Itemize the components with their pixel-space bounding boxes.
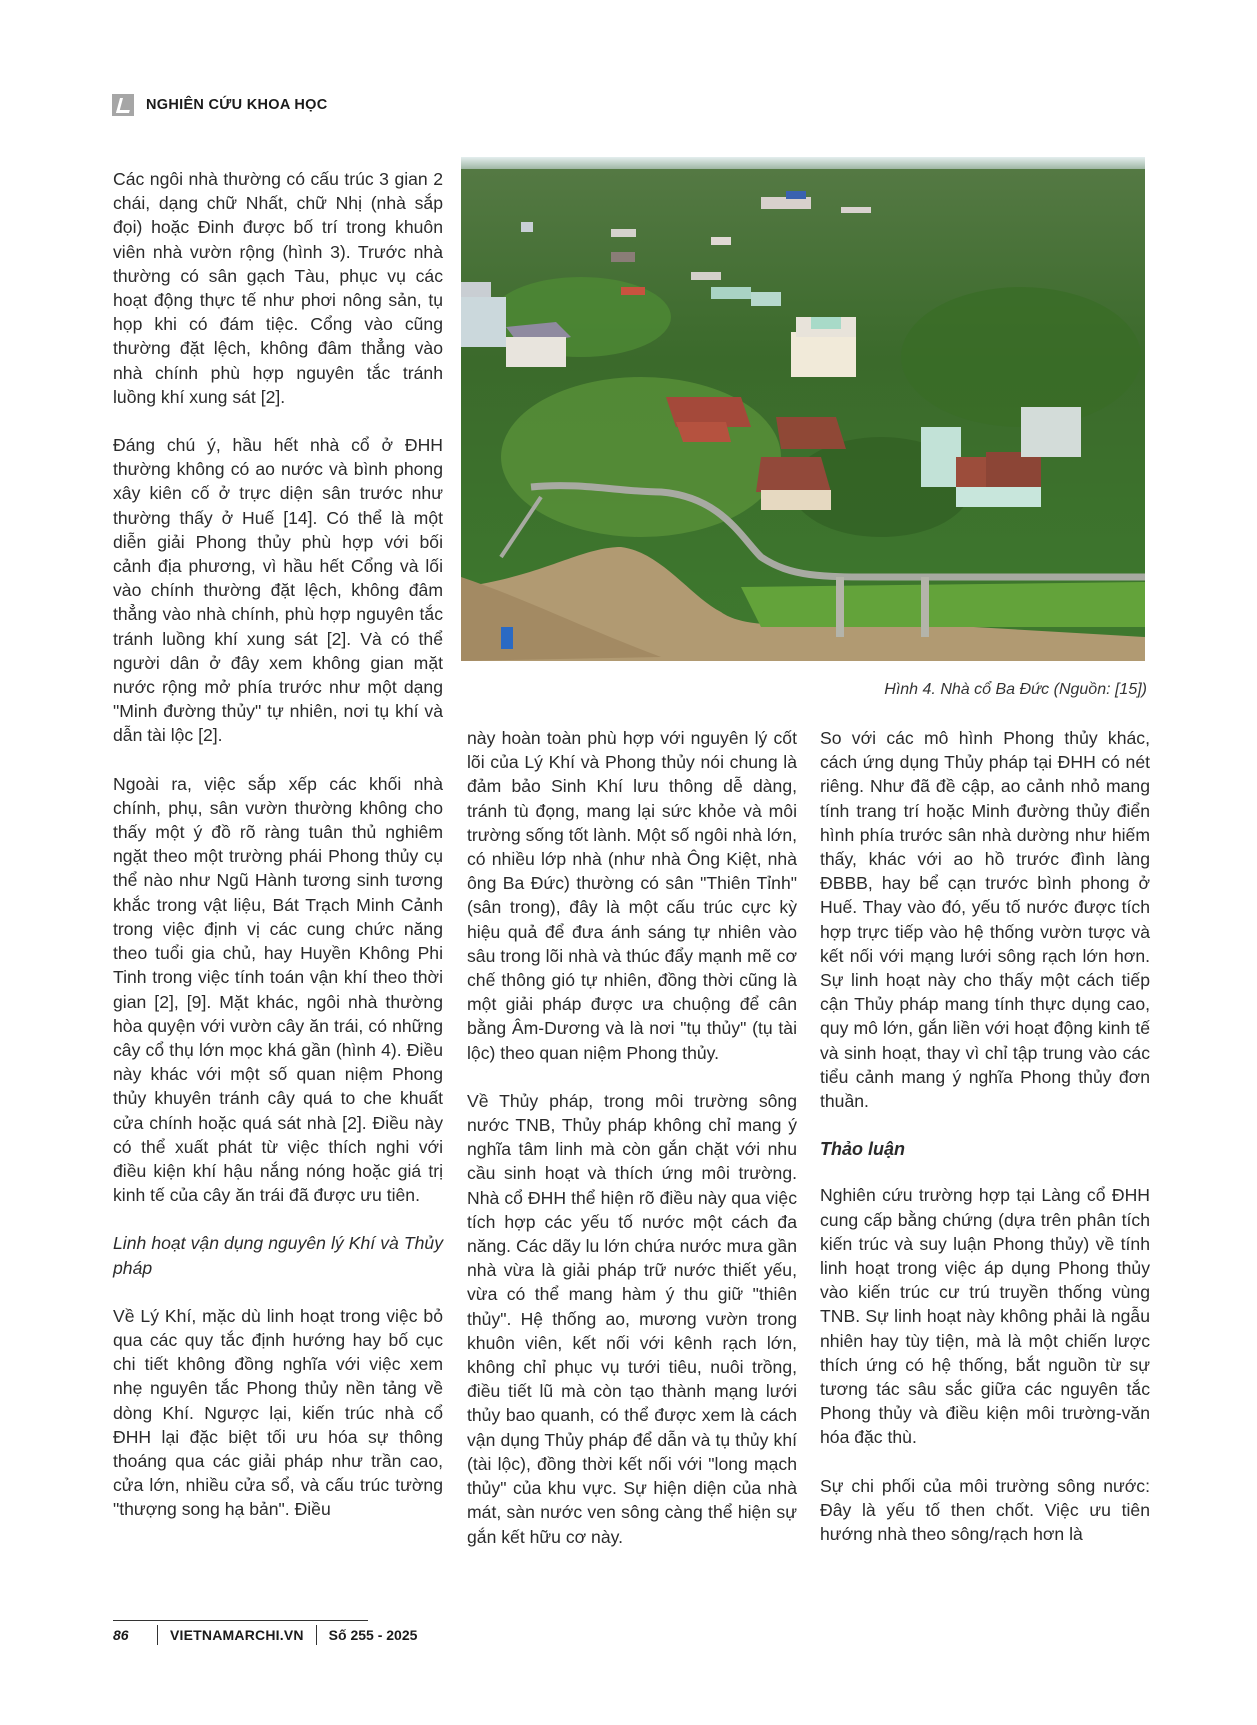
footer-divider: [157, 1625, 158, 1645]
subheading: Linh hoạt vận dụng nguyên lý Khí và Thủy pháp: [113, 1233, 443, 1278]
aerial-photo-image: [461, 157, 1145, 661]
footer-rule: [113, 1620, 368, 1621]
footer-issue: Số 255 - 2025: [328, 1627, 418, 1643]
figure-caption: Hình 4. Nhà cổ Ba Đức (Nguồn: [15]): [884, 681, 1147, 698]
paragraph: Nghiên cứu trường hợp tại Làng cổ ĐHH cung cấp bằng chứng (dựa trên phân tích kiến trúc và suy luận Phong thủy) về tính linh hoạt trong việc áp dụng Phong thủy vào kiến trúc cư trú truyền thống vùng TNB. Sự linh hoạt này không phải là ngẫu nhiên hay tùy tiện, mà là một chiến lược thích ứng có hệ thống, bắt nguồn từ sự tương tác sâu sắc giữa các nguyên tắc Phong thủy và điều kiện môi trường-văn hóa đặc thù.: [820, 1185, 1150, 1448]
paragraph: Sự chi phối của môi trường sông nước: Đây là yếu tố then chốt. Việc ưu tiên hướng nhà theo sông/rạch hơn là: [820, 1475, 1150, 1545]
paragraph: Về Lý Khí, mặc dù linh hoạt trong việc bỏ qua các quy tắc định hướng hay bố cục chi tiết không đồng nghĩa với việc xem nhẹ nguyên tắc Phong thủy nền tảng về dòng Khí. Ngược lại, kiến trúc nhà cổ ĐHH lại đặc biệt tối ưu hóa sự thông thoáng qua các giải pháp như trần cao, cửa lớn, nhiều cửa sổ, và cấu trúc tường "thượng song hạ bản". Điều: [113, 1305, 443, 1520]
text-column-1: [113, 167, 443, 1546]
magazine-logo-icon: [112, 94, 134, 116]
paragraph: Đáng chú ý, hầu hết nhà cổ ở ĐHH thường không có ao nước và bình phong xây kiên cố ở trực diện sân trước như thường thấy ở Huế [14]. Có thể là một diễn giải Phong thủy phù hợp với bối cảnh địa phương, vì hầu hết Cổng và lối vào chính thường đặt lệch, không đâm thẳng vào nhà chính, phù hợp nguyên tắc tránh luồng khí xung sát [2]. Và có thể người dân ở đây xem không gian mặt nước rộng mở phía trước như một dạng "Minh đường thủy" tự nhiên, nơi tụ khí và dẫn tài lộc [2].: [113, 435, 443, 746]
footer-site: VIETNAMARCHI.VN: [170, 1627, 304, 1643]
text-column-3: [820, 726, 1150, 1570]
paragraph: Về Thủy pháp, trong môi trường sông nước TNB, Thủy pháp không chỉ mang ý nghĩa tâm linh mà còn gắn chặt với nhu cầu sinh hoạt và thích ứng môi trường. Nhà cổ ĐHH thể hiện rõ điều này qua việc tích hợp các yếu tố nước một cách đa năng. Các dãy lu lớn chứa nước mưa gần nhà vừa là giải pháp trữ nước thiết yếu, vừa có thể mang hàm ý thu giữ "thiên thủy". Hệ thống ao, mương vườn trong khuôn viên, kết nối với kênh rạch lớn, không chỉ phục vụ tưới tiêu, nuôi trồng, điều tiết lũ mà còn tạo thành mạng lưới thủy bao quanh, có thể được xem là cách vận dụng Thủy pháp để dẫn và tụ thủy khí (tài lộc), đồng thời kết nối với "long mạch thủy" của khu vực. Sự hiện diện của nhà mát, sàn nước ven sông càng thể hiện sự gắn kết hữu cơ này.: [467, 1090, 797, 1547]
text-column-2: [467, 726, 797, 1573]
page-header: [112, 93, 328, 117]
section-heading: Thảo luận: [820, 1139, 905, 1160]
page-number: 86: [113, 1627, 129, 1643]
paragraph: Các ngôi nhà thường có cấu trúc 3 gian 2 chái, dạng chữ Nhất, chữ Nhị (nhà sắp đọi) hoặc Đinh được bố trí trong khuôn viên nhà vườn rộng (hình 3). Trước nhà thường có sân gạch Tàu, phục vụ các hoạt động thực tế như phơi nông sản, tụ họp khi có đám tiệc. Cổng vào cũng thường đặt lệch, không đâm thẳng vào nhà chính phù hợp nguyên tắc tránh luồng khí xung sát [2].: [113, 169, 443, 407]
footer-divider: [316, 1625, 317, 1645]
figure-aerial-photo: [461, 157, 1145, 661]
paragraph: So với các mô hình Phong thủy khác, cách ứng dụng Thủy pháp tại ĐHH có nét riêng. Như đã đề cập, ao cảnh nhỏ mang tính trang trí hoặc Minh đường thủy điển hình phía trước sân nhà dường như hiếm thấy, khác với ao hồ trước đình làng ĐBBB, hay bể cạn trước bình phong ở Huế. Thay vào đó, yếu tố nước được tích hợp trực tiếp vào hệ thống vườn tược và kết nối với mạng lưới sông rạch lớn hơn. Sự linh hoạt này cho thấy một cách tiếp cận Thủy pháp mang tính thực dụng cao, quy mô lớn, gắn liền với hoạt động kinh tế và sinh hoạt, thay vì chỉ tập trung vào các tiểu cảnh mang ý nghĩa Phong thủy đơn thuần.: [820, 728, 1150, 1112]
paragraph: này hoàn toàn phù hợp với nguyên lý cốt lõi của Lý Khí và Phong thủy nói chung là đảm bảo Sinh Khí lưu thông dễ dàng, tránh tù đọng, mang lại sức khỏe và môi trường sống tốt lành. Một số ngôi nhà lớn, có nhiều lớp nhà (như nhà Ông Kiệt, nhà ông Ba Đức) thường có sân "Thiên Tỉnh" (sân trong), đây là một cấu trúc cực kỳ hiệu quả để đưa ánh sáng tự nhiên vào sâu trong lõi nhà và thúc đẩy mạnh mẽ cơ chế thông gió tự nhiên, đồng thời cũng là một giải pháp được ưa chuộng để cân bằng Âm-Dương và là nơi "tụ thủy" (tụ tài lộc) theo quan niệm Phong thủy.: [467, 728, 797, 1063]
page-footer: [113, 1624, 417, 1646]
paragraph: Ngoài ra, việc sắp xếp các khối nhà chính, phụ, sân vườn thường không cho thấy một ý đồ rõ ràng tuân thủ nghiêm ngặt theo một trường phái Phong thủy cụ thể nào như Ngũ Hành tương sinh tương khắc trong vật liệu, Bát Trạch Minh Cảnh trong việc định vị các cung chức năng theo tuổi gia chủ, hay Huyền Không Phi Tinh trong việc tính toán vận khí theo thời gian [2], [9]. Mặt khác, ngôi nhà thường hòa quyện với vườn cây ăn trái, có những cây cổ thụ lớn mọc khá gần (hình 4). Điều này khác với một số quan niệm Phong thủy khuyên tránh cây quá to che khuất cửa chính hoặc quá sát nhà [2]. Điều này có thể xuất phát từ việc thích nghi với điều kiện khí hậu nắng nóng hoặc giá trị kinh tế của cây ăn trái đã được ưu tiên.: [113, 773, 443, 1206]
section-title: NGHIÊN CỨU KHOA HỌC: [146, 97, 328, 113]
